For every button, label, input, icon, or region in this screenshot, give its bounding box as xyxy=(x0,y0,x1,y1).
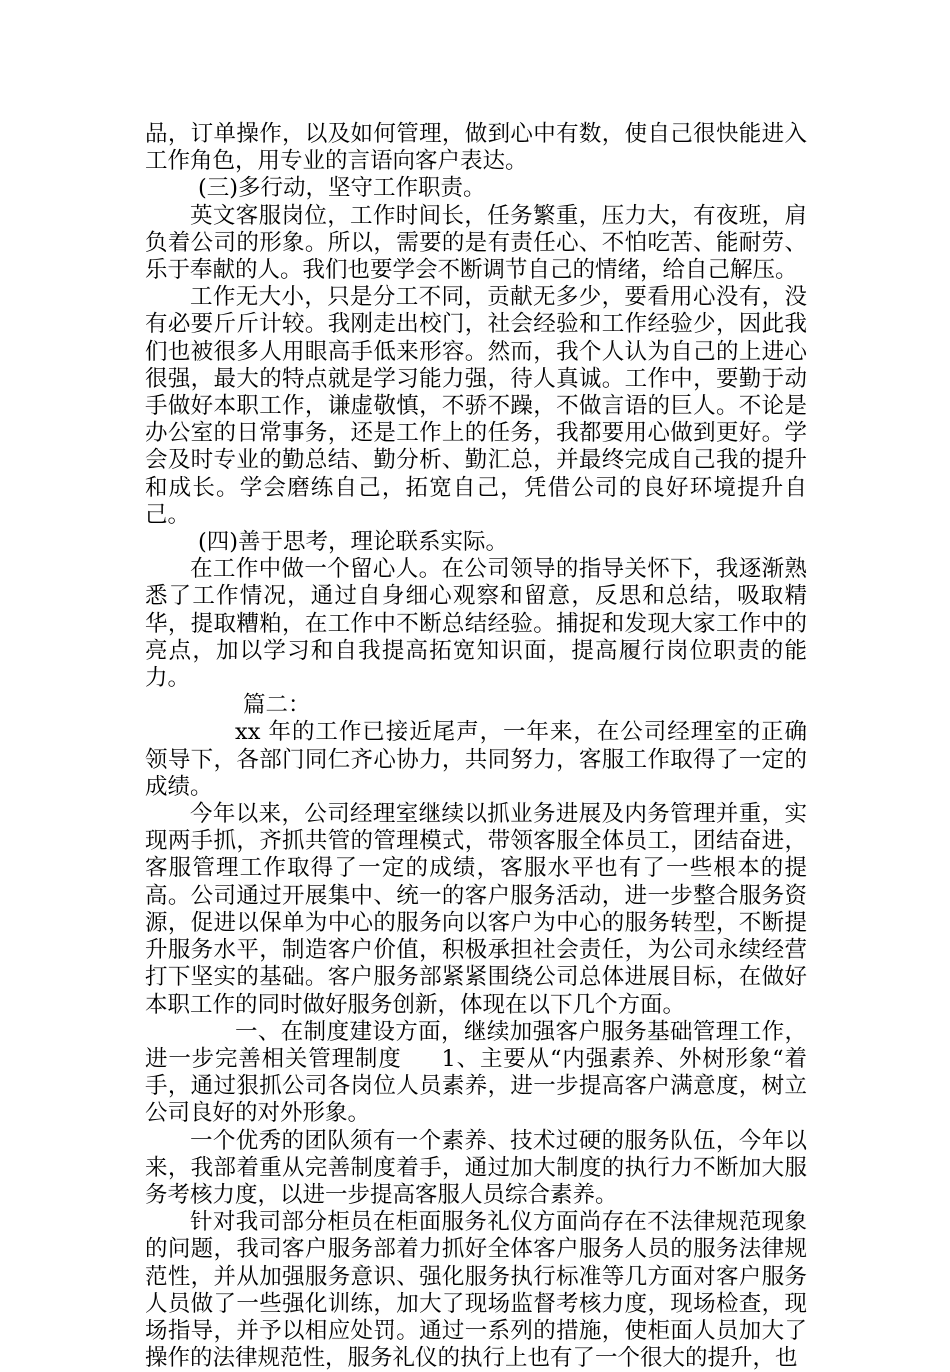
paragraph: 针对我司部分柜员在柜面服务礼仪方面尚存在不法律规范现象的问题，我司客户服务部着力抓好全体客户服务人员的服务法律规范性，并从加强服务意识、强化服务执行标准等几方面对客户服务人员做了一些强化训练，加大了现场监督考核力度，现场检查，现场指导，并予以相应处罚。通过一系列的措施，使柜面人员加大了操作的法律规范性，服务礼仪的执行上也有了一个很大的提升，也 xyxy=(145,1209,807,1372)
paragraph: 工作无大小，只是分工不同，贡献无多少，要看用心没有，没有必要斤斤计较。我刚走出校门，社会经验和工作经验少，因此我们也被很多人用眼高手低来形容。然而，我个人认为自己的上进心很强，最大的特点就是学习能力强，待人真诚。工作中，要勤于动手做好本职工作，谦虚敬慎，不骄不躁，不做言语的巨人。不论是办公室的日常事务，还是工作上的任务，我都要用心做到更好。学会及时专业的勤总结、勤分析、勤汇总，并最终完成自己我的提升和成长。学会磨练自己，拓宽自己，凭借公司的良好环境提升自己。 xyxy=(145,284,807,528)
part-heading: 篇二： xyxy=(243,692,311,719)
paragraph: 今年以来，公司经理室继续以抓业务进展及内务管理并重，实现两手抓，齐抓共管的管理模式，带领客服全体员工，团结奋进，客服管理工作取得了一定的成绩，客服水平也有了一些根本的提高。公司通过开展集中、统一的客户服务活动，进一步整合服务资源，促进以保单为中心的服务向以客户为中心的服务转型，不断提升服务水平，制造客户价值，积极承担社会责任，为公司永续经营打下坚实的基础。客户服务部紧紧围绕公司总体进展目标，在做好本职工作的同时做好服务创新，体现在以下几个方面。 xyxy=(145,801,807,1018)
paragraph: 一个优秀的团队须有一个素养、技术过硬的服务队伍，今年以来，我部着重从完善制度着手，通过加大制度的执行力不断加大服务考核力度，以进一步提高客服人员综合素养。 xyxy=(145,1127,807,1208)
section-heading-one: 一、在制度建设方面，继续加强客户服务基础管理工作，进一步完善相关管理制度 xyxy=(145,1018,807,1072)
section-heading-three: (三)多行动，坚守工作职责。 xyxy=(198,175,486,202)
document-page xyxy=(145,121,807,1372)
paragraph-continuation: 品，订单操作，以及如何管理，做到心中有数，使自己很快能进入工作角色，用专业的言语向客户表达。 xyxy=(145,121,807,175)
section-heading-four: (四)善于思考，理论联系实际。 xyxy=(198,529,509,556)
paragraph: 英文客服岗位，工作时间长，任务繁重，压力大，有夜班，肩负着公司的形象。所以，需要的是有责任心、不怕吃苦、能耐劳、乐于奉献的人。我们也要学会不断调节自己的情绪，给自己解压。 xyxy=(145,202,807,284)
paragraph: xx 年的工作已接近尾声，一年来，在公司经理室的正确领导下，各部门同仁齐心协力，共同努力，客服工作取得了一定的成绩。 xyxy=(145,719,807,800)
subpoint-one: 1、主要从“内强素养、外树形象“着手，通过狠抓公司各岗位人员素养，进一步提高客户满意度，树立公司良好的对外形象。 xyxy=(145,1045,807,1127)
paragraph-with-inline-subpoint xyxy=(145,1019,807,1128)
paragraph: 在工作中做一个留心人。在公司领导的指导关怀下，我逐渐熟悉了工作情况，通过自身细心观察和留意，反思和总结，吸取精华，提取糟粕，在工作中不断总结经验。捕捉和发现大家工作中的亮点，加以学习和自我提高拓宽知识面，提高履行岗位职责的能力。 xyxy=(145,556,807,692)
